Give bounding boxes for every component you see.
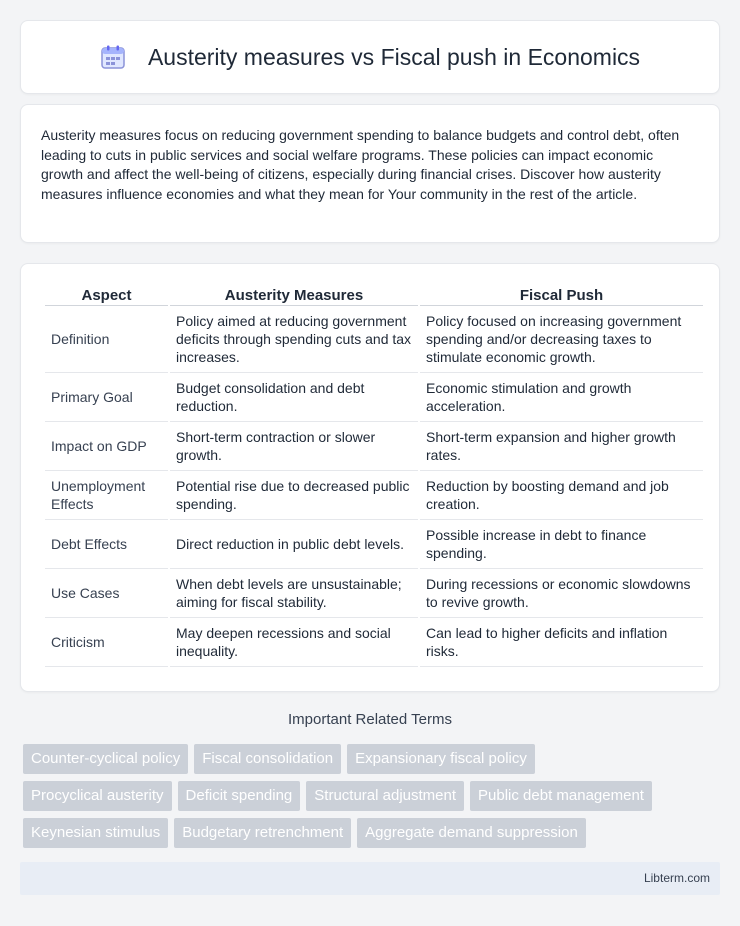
term-tag[interactable]: Deficit spending: [178, 781, 301, 811]
term-tag[interactable]: Expansionary fiscal policy: [347, 744, 535, 774]
tag-row: [23, 781, 723, 811]
term-tag[interactable]: Fiscal consolidation: [194, 744, 341, 774]
intro-card: [20, 104, 720, 243]
title-card: [20, 20, 720, 94]
term-tag[interactable]: Aggregate demand suppression: [357, 818, 586, 848]
fiscal-push-cell: Possible increase in debt to finance spending.: [420, 520, 703, 569]
aspect-cell: Impact on GDP: [45, 422, 168, 471]
term-tag[interactable]: Public debt management: [470, 781, 652, 811]
page-title: Austerity measures vs Fiscal push in Economics: [147, 43, 641, 70]
header-fiscal-push: Fiscal Push: [420, 286, 703, 306]
header-aspect: Aspect: [45, 286, 168, 306]
aspect-cell: Definition: [45, 306, 168, 373]
fiscal-push-cell: Can lead to higher deficits and inflation risks.: [420, 618, 703, 667]
term-tag[interactable]: Structural adjustment: [306, 781, 464, 811]
table-row: [45, 422, 703, 471]
intro-text: Austerity measures focus on reducing government spending to balance budgets and control debt, often leading to cuts in public services and social welfare programs. These policies can impact economic growth and affect the well-being of citizens, especially during financial crises. Discover how austerity measures influence economies and what they mean for Your community in the rest of the article.: [41, 127, 680, 202]
comparison-table-card: [20, 263, 720, 692]
table-row: [45, 471, 703, 520]
footer-site-link[interactable]: Libterm.com: [643, 871, 710, 885]
aspect-cell: Criticism: [45, 618, 168, 667]
austerity-cell: Policy aimed at reducing government deficits through spending cuts and tax increases.: [170, 306, 418, 373]
term-tag[interactable]: Budgetary retrenchment: [174, 818, 351, 848]
table-row: [45, 306, 703, 373]
tag-row: [23, 744, 723, 774]
fiscal-push-cell: Policy focused on increasing government spending and/or decreasing taxes to stimulate economic growth.: [420, 306, 703, 373]
table-row: [45, 569, 703, 618]
table-row: [45, 520, 703, 569]
term-tag[interactable]: Keynesian stimulus: [23, 818, 168, 848]
fiscal-push-cell: Economic stimulation and growth acceleration.: [420, 373, 703, 422]
table-row: [45, 373, 703, 422]
comparison-table: [43, 286, 705, 667]
header-austerity: Austerity Measures: [170, 286, 418, 306]
calendar-icon: [100, 44, 126, 70]
tag-row: [23, 818, 723, 848]
aspect-cell: Use Cases: [45, 569, 168, 618]
austerity-cell: When debt levels are unsustainable; aiming for fiscal stability.: [170, 569, 418, 618]
aspect-cell: Debt Effects: [45, 520, 168, 569]
term-tag[interactable]: Procyclical austerity: [23, 781, 172, 811]
austerity-cell: Potential rise due to decreased public spending.: [170, 471, 418, 520]
footer: [20, 862, 720, 895]
related-terms-title: Important Related Terms: [288, 711, 452, 728]
related-terms-list: [23, 744, 723, 855]
austerity-cell: May deepen recessions and social inequality.: [170, 618, 418, 667]
fiscal-push-cell: Reduction by boosting demand and job creation.: [420, 471, 703, 520]
austerity-cell: Budget consolidation and debt reduction.: [170, 373, 418, 422]
fiscal-push-cell: Short-term expansion and higher growth rates.: [420, 422, 703, 471]
fiscal-push-cell: During recessions or economic slowdowns to revive growth.: [420, 569, 703, 618]
term-tag[interactable]: Counter-cyclical policy: [23, 744, 188, 774]
austerity-cell: Direct reduction in public debt levels.: [170, 520, 418, 569]
table-header-row: [45, 286, 703, 306]
aspect-cell: Unemployment Effects: [45, 471, 168, 520]
aspect-cell: Primary Goal: [45, 373, 168, 422]
austerity-cell: Short-term contraction or slower growth.: [170, 422, 418, 471]
table-row: [45, 618, 703, 667]
